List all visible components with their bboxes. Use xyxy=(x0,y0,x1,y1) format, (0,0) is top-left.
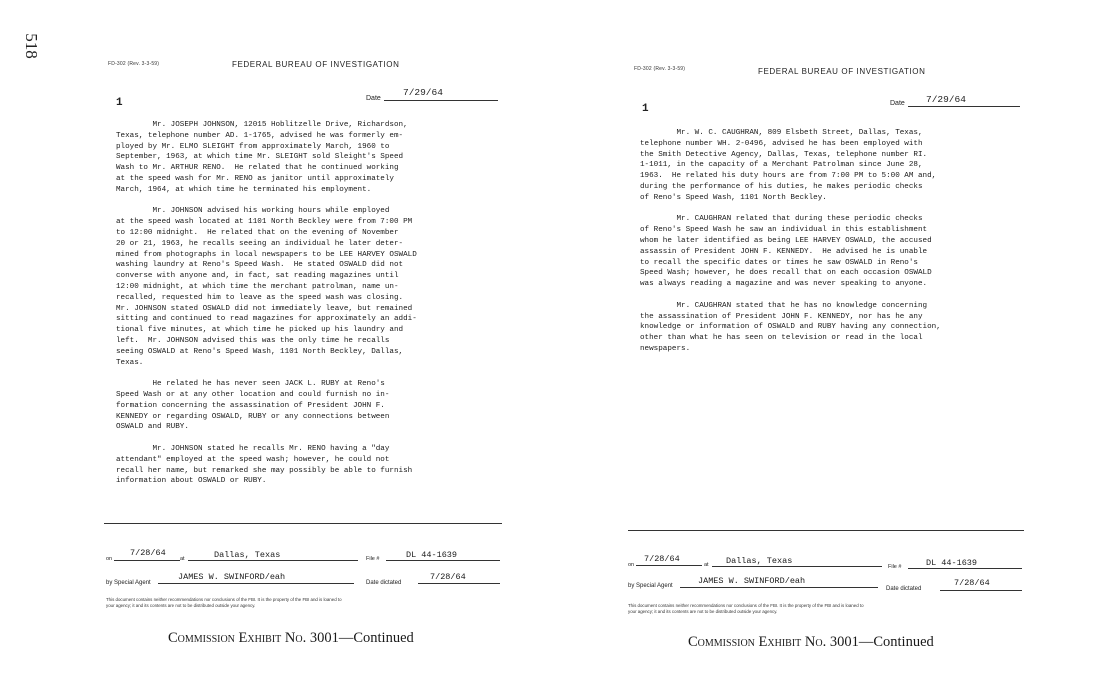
special-agent: JAMES W. SWINFORD/eah xyxy=(178,572,286,582)
at-label: at xyxy=(180,556,185,562)
disclaimer-line-2: your agency; it and its contents are not to be distributed outside your agency. xyxy=(106,603,256,608)
caption-suffix: 3001—Continued xyxy=(309,630,414,646)
location-underline xyxy=(712,566,882,567)
report-body: Mr. JOSEPH JOHNSON, 12015 Hoblitzelle Drive, Richardson, Texas, telephone number AD. 1-1765, advised he was formerly em- ployed by Mr. ELMO SLEIGHT from approximately March, 1960 to September, 1963, at which time Mr. SLEIGHT sold Sleight's Speed Wash to Mr. ARTHUR RENO. He related that he continued working at the speed wash for Mr. RENO as janitor until approximately March, 1964, at which time he terminated his employment. Mr. JOHNSON advised his working hours while employed at the speed wash located at 1101 North Beckley were from 7:00 PM to 12:00 midnight. He related that on the evening of November 20 or 21, 1963, he recalls seeing an individual he later deter- mined from photographs in local newspapers to be LEE HARVEY OSWALD washing laundry at Reno's Speed Wash. He stated OSWALD did not converse with anyone and, in fact, sat reading magazines until 12:00 midnight, at which time the merchant patrolman, name un- recalled, requested him to leave as the speed wash was closing. Mr. JOHNSON stated OSWALD did not immediately leave, but remained sitting and continued to read magazines for approximately an addi- tional five minutes, at which time he picked up his laundry and left. Mr. JOHNSON advised this was the only time he recalls seeing OSWALD at Reno's Speed Wash, 1101 North Beckley, Dallas, Texas. He related he has never seen JACK L. RUBY at Reno's Speed Wash or at any other location and could furnish no in- formation concerning the assassination of President JOHN F. KENNEDY or regarding OSWALD, RUBY or any connections between OSWALD and RUBY. Mr. JOHNSON stated he recalls Mr. RENO having a "day attendant" employed at the speed wash; however, he could not recall her name, but remarked she may possibly be able to furnish information about OSWALD or RUBY. xyxy=(116,121,417,486)
on-label: on xyxy=(628,562,635,568)
interview-date-underline xyxy=(114,560,180,561)
agent-underline xyxy=(158,583,354,584)
dictated-underline xyxy=(418,583,500,584)
dictated-label: Date dictated xyxy=(366,580,402,586)
agent-label: by Special Agent xyxy=(106,580,151,586)
location-underline xyxy=(188,560,358,561)
disclaimer-line-1: This document contains neither recommendations nor conclusions of the FBI. It is the property of the FBI and is loaned to xyxy=(106,597,342,602)
report-date: 7/29/64 xyxy=(926,94,966,105)
interview-location: Dallas, Texas xyxy=(214,550,281,560)
disclaimer-line-1: This document contains neither recommendations nor conclusions of the FBI. It is the property of the FBI and is loaned to xyxy=(628,603,864,608)
date-dictated: 7/28/64 xyxy=(430,572,466,582)
at-label: at xyxy=(704,562,709,568)
page-marker: 1 xyxy=(642,103,649,115)
file-number: DL 44-1639 xyxy=(926,558,978,568)
report-date: 7/29/64 xyxy=(403,87,443,98)
disclaimer-line-2: your agency; it and its contents are not to be distributed outside your agency. xyxy=(628,609,778,614)
footer-rule xyxy=(104,523,502,524)
footer-rule xyxy=(628,530,1024,531)
dictated-label: Date dictated xyxy=(886,586,922,592)
exhibit-caption xyxy=(168,630,414,647)
agency-header: FEDERAL BUREAU OF INVESTIGATION xyxy=(232,60,400,69)
file-number: DL 44-1639 xyxy=(406,550,458,560)
page-number: 518 xyxy=(21,33,41,59)
interview-date: 7/28/64 xyxy=(130,548,166,558)
file-label: File # xyxy=(366,556,380,562)
special-agent: JAMES W. SWINFORD/eah xyxy=(698,576,806,586)
form-number: FD-302 (Rev. 3-3-59) xyxy=(108,61,160,67)
date-label: Date xyxy=(366,95,381,102)
caption-prefix: Commission Exhibit No. xyxy=(168,630,307,646)
caption-prefix: Commission Exhibit No. xyxy=(688,634,827,650)
caption-suffix: 3001—Continued xyxy=(829,634,934,650)
agent-underline xyxy=(680,587,878,588)
page-marker: 1 xyxy=(116,97,123,109)
interview-date-underline xyxy=(636,565,702,566)
report-body: Mr. W. C. CAUGHRAN, 809 Elsbeth Street, Dallas, Texas, telephone number WH. 2-0496, advised he has been employed with the Smith Detective Agency, Dallas, Texas, telephone number RI. 1-1011, in the capacity of a Merchant Patrolman since June 28, 1963. He related his duty hours are from 7:00 PM to 5:00 AM and, during the performance of his duties, he makes periodic checks of Reno's Speed Wash, 1101 North Beckley. Mr. CAUGHRAN related that during these periodic checks of Reno's Speed Wash he saw an individual in this establishment whom he later identified as being LEE HARVEY OSWALD, the accused assassin of President JOHN F. KENNEDY. He advised he is unable to recall the specific dates or times he saw OSWALD in Reno's Speed Wash; however, he does recall that on each occasion OSWALD was always reading a magazine and was never speaking to anyone. Mr. CAUGHRAN stated that he has no knowledge concerning the assassination of President JOHN F. KENNEDY, nor has he any knowledge or information of OSWALD and RUBY having any connection, other than what he has seen on television or read in the local newspapers. xyxy=(640,129,941,353)
date-underline xyxy=(908,106,1020,107)
date-label: Date xyxy=(890,100,905,107)
date-dictated: 7/28/64 xyxy=(954,578,990,588)
agency-header: FEDERAL BUREAU OF INVESTIGATION xyxy=(758,67,926,76)
file-underline xyxy=(908,568,1022,569)
file-label: File # xyxy=(888,564,902,570)
form-number: FD-302 (Rev. 3-3-59) xyxy=(634,66,686,72)
file-underline xyxy=(386,560,500,561)
exhibit-caption xyxy=(688,634,934,651)
dictated-underline xyxy=(940,590,1022,591)
on-label: on xyxy=(106,556,113,562)
interview-date: 7/28/64 xyxy=(644,554,680,564)
date-underline xyxy=(384,100,498,101)
agent-label: by Special Agent xyxy=(628,583,673,589)
interview-location: Dallas, Texas xyxy=(726,556,793,566)
